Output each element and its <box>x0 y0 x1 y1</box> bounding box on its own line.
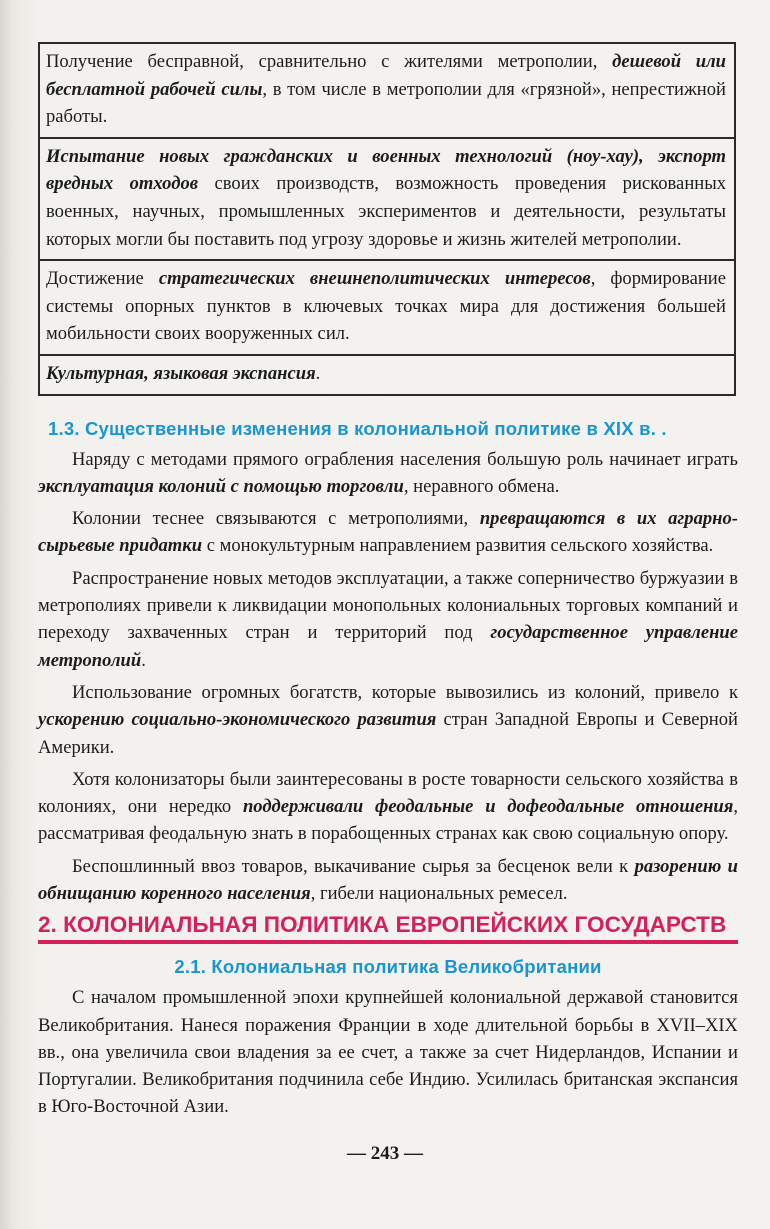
page-number: — 243 — <box>347 1143 423 1164</box>
table-row <box>39 355 735 395</box>
text-run: Колонии теснее связываются с метрополиями, <box>72 508 480 530</box>
paragraph <box>38 679 738 761</box>
table-row <box>39 43 735 138</box>
emphasis-text: Культурная, языковая экспансия <box>46 362 316 384</box>
paragraph <box>38 565 738 674</box>
table-cell <box>39 355 735 395</box>
subheading-1-3: 1.3. Существенные изменения в колониальной политике в XIX в. . <box>48 417 667 439</box>
emphasis-text: ускорению социально-экономического развития <box>38 709 437 731</box>
paragraph <box>38 446 738 501</box>
table-row <box>39 138 735 260</box>
text-run: Беспошлинный ввоз товаров, выкачивание сырья за бесценок вели к <box>72 855 635 877</box>
text-run: , формирование системы опорных пунктов в ключевых точках мира для достижения большей мобильности своих вооруженных сил. <box>46 268 726 345</box>
text-run: , гибели национальных ремесел. <box>310 882 568 904</box>
table-cell <box>39 138 735 260</box>
paragraph <box>38 984 738 1120</box>
colonial-goals-table <box>38 42 736 396</box>
text-run: Получение бесправной, сравнительно с жителями метрополии, <box>46 51 613 72</box>
text-run: , рассматривая феодальную знать в порабощенных странах как свою социальную опору. <box>38 796 738 845</box>
subheading-2-1: 2.1. Колониальная политика Великобритании <box>174 956 602 978</box>
text-run: стран Западной Европы и Северной Америки. <box>38 709 738 758</box>
text-run: с монокультурным направлением развития сельского хозяйства. <box>202 535 714 557</box>
text-run: , в том числе в метрополии для «грязной», непрестижной работы. <box>46 78 726 128</box>
emphasis-text: государственное управление метрополий <box>38 622 738 671</box>
emphasis-text: Испытание новых гражданских и военных технологий (ноу-хау), экспорт вредных отходов <box>46 145 726 195</box>
text-run: , неравного обмена. <box>403 475 560 497</box>
emphasis-text: эксплуатация колоний с помощью торговли <box>38 475 404 497</box>
emphasis-text: разорению и обнищанию коренного населения <box>38 855 738 904</box>
text-run: Хотя колонизаторы были заинтересованы в росте товарности сельского хозяйства в колониях, они нередко <box>38 768 738 818</box>
text-run: . <box>315 362 321 384</box>
table-cell <box>39 43 735 138</box>
paragraph <box>38 853 738 908</box>
text-run: Использование огромных богатств, которые вывозились из колоний, привело к <box>72 681 738 703</box>
section-heading-2: 2. КОЛОНИАЛЬНАЯ ПОЛИТИКА ЕВРОПЕЙСКИХ ГОСУДАРСТВ <box>38 911 738 944</box>
table-row <box>39 260 735 355</box>
paragraph <box>38 766 738 848</box>
text-run: своих производств, возможность проведения рискованных военных, научных, промышленных экспериментов и деятельности, результаты которых могли бы поставить под угрозу здоровье и жизнь жителей метрополии. <box>46 173 727 250</box>
page-content <box>38 42 738 1121</box>
table-cell <box>39 260 735 355</box>
text-run: Наряду с методами прямого ограбления населения большую роль начинает играть <box>72 448 738 470</box>
emphasis-text: дешевой или бесплатной рабочей силы <box>46 51 726 100</box>
text-run: Достижение <box>46 268 159 290</box>
paragraph <box>38 505 738 560</box>
emphasis-text: поддерживали феодальные и дофеодальные отношения <box>242 796 734 818</box>
text-run: Распространение новых методов эксплуатации, а также соперничество буржуазии в метрополиях привели к ликвидации монопольных колониальных торговых компаний и переходу захваченных стран и территорий под <box>38 567 738 644</box>
text-run: С началом промышленной эпохи крупнейшей колониальной державой становится Великобритания. Нанеся поражения Франции в ходе длительной борьбы в XVII–XIX вв., она увеличила свои владения за ее счет, а также за счет Нидерландов, Испании и Португалии. Великобритания подчинила себе Индию. Усилилась британская экспансия в Юго-Восточной Азии. <box>38 987 738 1118</box>
text-run: . <box>141 649 146 671</box>
emphasis-text: стратегических внешнеполитических интересов <box>158 268 591 290</box>
emphasis-text: превращаются в их аграрно-сырьевые придатки <box>38 508 738 557</box>
